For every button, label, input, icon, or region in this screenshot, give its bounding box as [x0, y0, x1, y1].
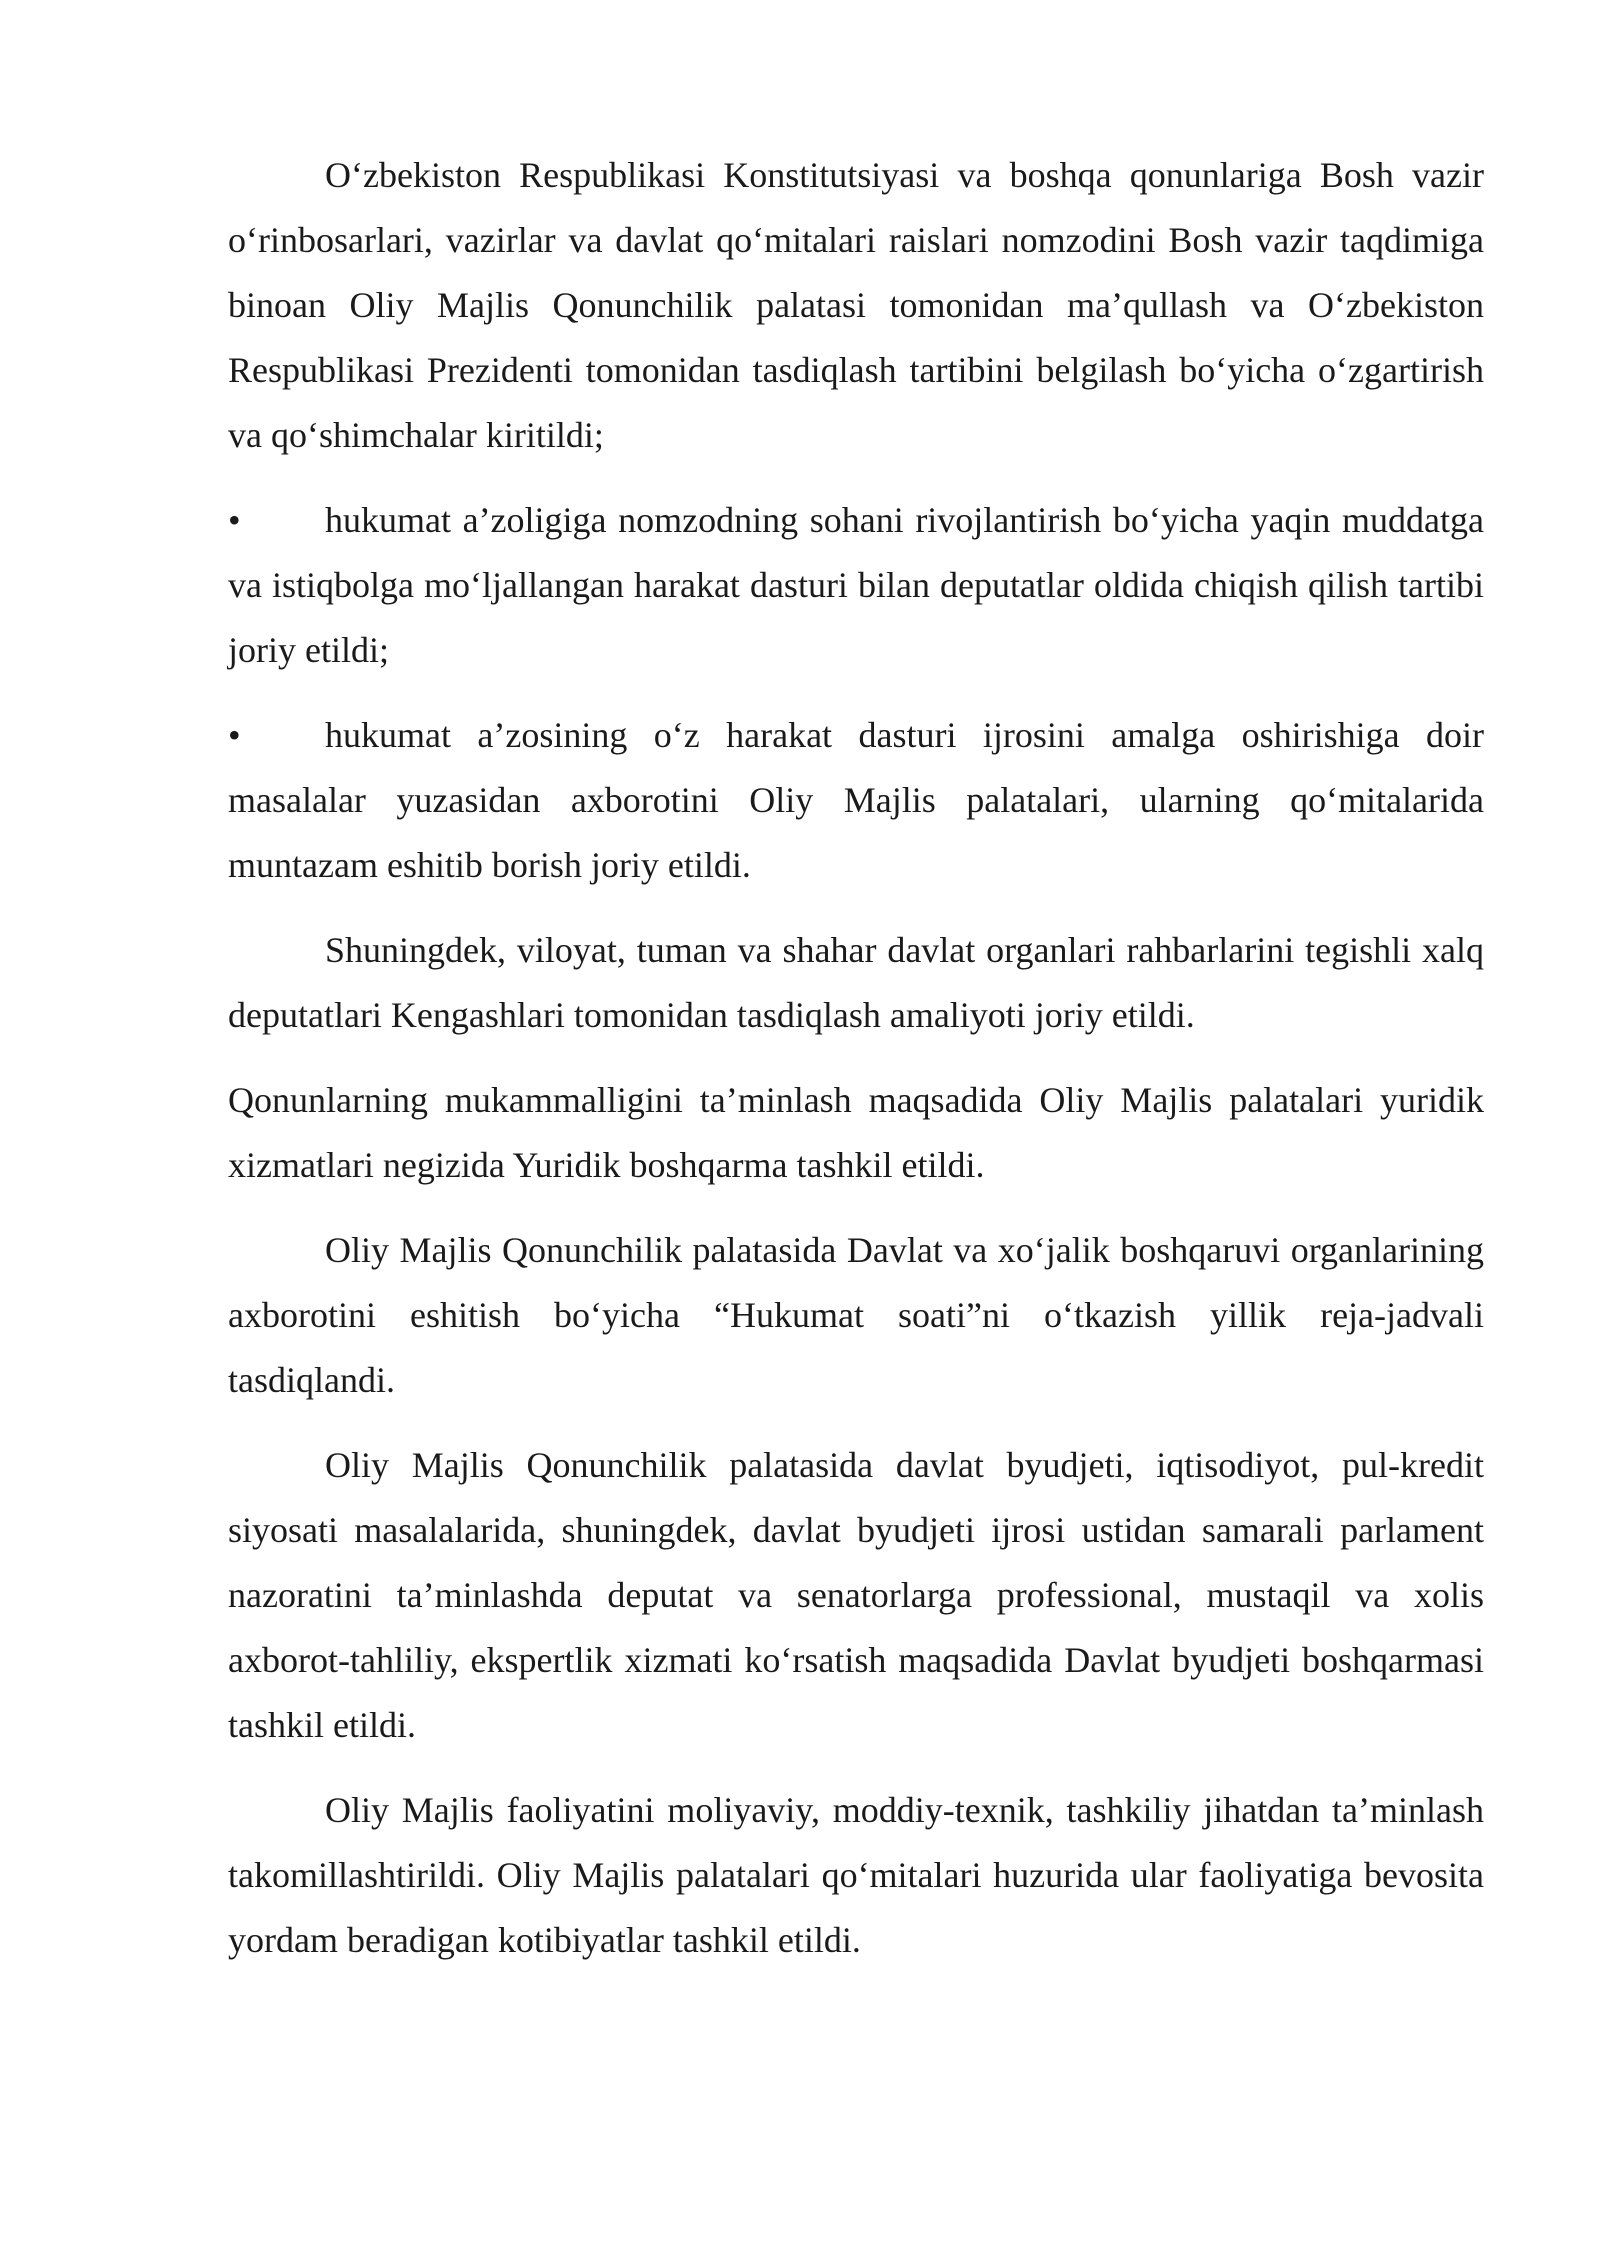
paragraph: Oliy Majlis faoliyatini moliyaviy, moddiy-texnik, tashkiliy jihatdan ta’minlash takomillashtirildi. Oliy Majlis palatalari qo‘mitalari huzurida ular faoliyatiga bevosita yordam beradigan kotibiyatlar tashkil etildi. — [228, 1790, 1484, 1960]
bullet-marker: • — [228, 500, 241, 540]
paragraph: Oliy Majlis Qonunchilik palatasida Davlat va xo‘jalik boshqaruvi organlarining axborotini eshitish bo‘yicha “Hukumat soati”ni o‘tkazish yillik reja-jadvali tasdiqlandi. — [228, 1230, 1484, 1400]
bullet-text: hukumat a’zosining o‘z harakat dasturi ijrosini amalga oshirishiga doir masalalar yuzasidan axborotini Oliy Majlis palatalari, ularning qo‘mitalarida muntazam eshitib borish joriy etildi. — [228, 715, 1484, 885]
paragraph: Shuningdek, viloyat, tuman va shahar davlat organlari rahbarlarini tegishli xalq deputatlari Kengashlari tomonidan tasdiqlash amaliyoti joriy etildi. — [228, 930, 1484, 1035]
document-body — [228, 143, 1484, 1993]
bullet-item — [228, 488, 1484, 683]
paragraph: Oliy Majlis Qonunchilik palatasida davlat byudjeti, iqtisodiyot, pul-kredit siyosati masalalarida, shuningdek, davlat byudjeti ijrosi ustidan samarali parlament nazoratini ta’minlashda deputat va senatorlarga professional, mustaqil va xolis axborot-tahliliy, ekspertlik xizmati ko‘rsatish maqsadida Davlat byudjeti boshqarmasi tashkil etildi. — [228, 1445, 1484, 1745]
paragraph: O‘zbekiston Respublikasi Konstitutsiyasi va boshqa qonunlariga Bosh vazir o‘rinbosarlari, vazirlar va davlat qo‘mitalari raislari nomzodini Bosh vazir taqdimiga binoan Oliy Majlis Qonunchilik palatasi tomonidan ma’qullash va O‘zbekiston Respublikasi Prezidenti tomonidan tasdiqlash tartibini belgilash bo‘yicha o‘zgartirish va qo‘shimchalar kiritildi; — [228, 155, 1484, 455]
bullet-item — [228, 703, 1484, 898]
paragraph: Qonunlarning mukammalligini ta’minlash maqsadida Oliy Majlis palatalari yuridik xizmatlari negizida Yuridik boshqarma tashkil etildi. — [228, 1080, 1484, 1185]
bullet-marker: • — [228, 715, 241, 755]
bullet-text: hukumat a’zoligiga nomzodning sohani rivojlantirish bo‘yicha yaqin muddatga va istiqbolga mo‘ljallangan harakat dasturi bilan deputatlar oldida chiqish qilish tartibi joriy etildi; — [228, 500, 1484, 670]
